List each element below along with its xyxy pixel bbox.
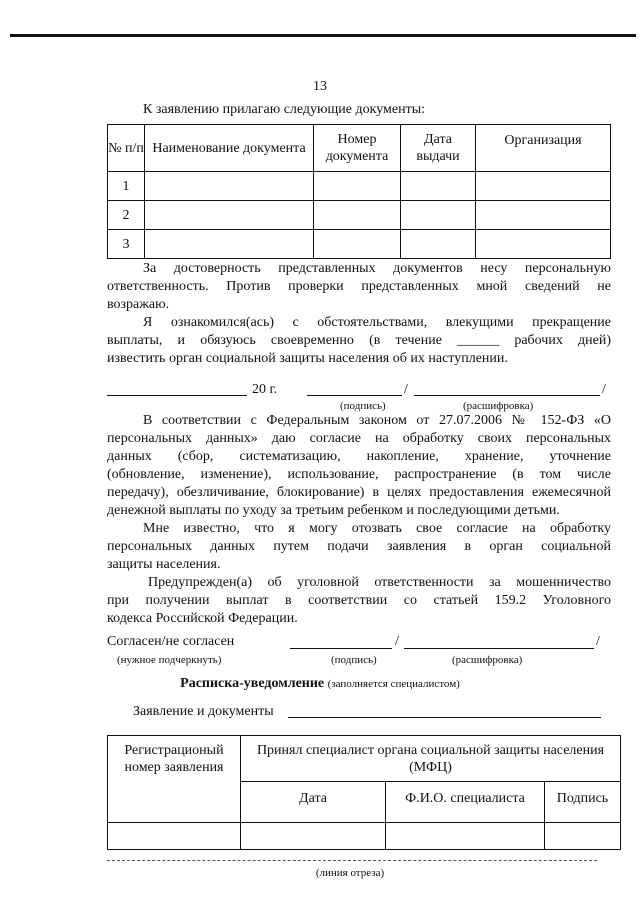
table-row: [108, 201, 611, 230]
row-number: 2: [108, 201, 145, 230]
doc-date-cell[interactable]: [401, 201, 476, 230]
consent-decoding-line[interactable]: [404, 648, 594, 649]
revoke-line-3: защиты населения.: [107, 557, 221, 572]
consent-line-5: передачу), обезличивание, блокирование) в целях предоставления ежемесячной: [107, 485, 611, 500]
date-line[interactable]: [107, 395, 247, 396]
col-num-header: № п/п: [108, 125, 145, 172]
warned-line-3: кодекса Российской Федерации.: [107, 611, 298, 626]
header-rule: [10, 34, 636, 37]
consent-signature-caption: (подпись): [331, 654, 377, 666]
doc-org-cell[interactable]: [476, 201, 611, 230]
consent-line-2: персональных данных» даю согласие на обработку своих персональных: [107, 431, 611, 446]
doc-date-cell[interactable]: [401, 172, 476, 201]
doc-date-cell[interactable]: [401, 230, 476, 259]
slash-separator: /: [404, 382, 408, 397]
docs-intro: К заявлению прилагаю следующие документы:: [143, 102, 426, 117]
slash-separator: /: [395, 634, 399, 649]
receipt-title-note: (заполняется специалистом): [327, 678, 460, 690]
doc-name-cell[interactable]: [145, 230, 314, 259]
reg-number-cell[interactable]: [108, 823, 241, 850]
doc-org-cell[interactable]: [476, 230, 611, 259]
fio-cell[interactable]: [386, 823, 545, 850]
table-row: [108, 823, 621, 850]
slash-separator: /: [596, 634, 600, 649]
slash-separator: /: [602, 382, 606, 397]
revoke-line-2: персональных данных путем подачи заявления в орган социальной: [107, 539, 611, 554]
consent-signature-line[interactable]: [290, 648, 392, 649]
consent-label: Согласен/не согласен: [107, 634, 235, 649]
receipt-heading: [0, 675, 640, 693]
signature-header: Подпись: [545, 782, 621, 823]
signature-line[interactable]: [307, 395, 402, 396]
revoke-line-1: Мне известно, что я могу отозвать свое согласие на обработку: [143, 521, 611, 536]
cut-line: [107, 860, 597, 861]
date-header: Дата: [241, 782, 386, 823]
notify-line-1: Я ознакомился(ась) с обстоятельствами, влекущими прекращение: [143, 315, 611, 330]
doc-name-cell[interactable]: [145, 201, 314, 230]
accepted-header: Принял специалист органа социальной защиты населения (МФЦ): [241, 736, 621, 782]
col-date-header: Дата выдачи: [401, 125, 476, 172]
signature-cell[interactable]: [545, 823, 621, 850]
doc-number-cell[interactable]: [314, 230, 401, 259]
year-label: 20 г.: [252, 382, 278, 397]
doc-number-cell[interactable]: [314, 201, 401, 230]
fio-header: Ф.И.О. специалиста: [386, 782, 545, 823]
cut-line-caption: (линия отреза): [315, 867, 385, 879]
receipt-docs-label: Заявление и документы: [133, 704, 274, 719]
notify-line-2: выплаты, и обязуюсь своевременно (в течение ______ рабочих дней): [107, 333, 611, 348]
col-name-header: Наименование документа: [145, 125, 314, 172]
warned-line-1: Предупрежден(а) об уголовной ответственности за мошенничество: [148, 575, 611, 590]
table-row: [108, 172, 611, 201]
consent-line-1: В соответствии с Федеральным законом от 27.07.2006 № 152-ФЗ «О: [143, 413, 611, 428]
consent-decoding-caption: (расшифровка): [452, 654, 523, 666]
documents-table: [107, 124, 611, 259]
reg-number-header: Регистрационый номер заявления: [108, 736, 241, 823]
decoding-caption: (расшифровка): [463, 400, 534, 412]
receipt-table: [107, 735, 621, 850]
col-org-header: Организация: [476, 125, 611, 172]
table-row: [108, 230, 611, 259]
doc-name-cell[interactable]: [145, 172, 314, 201]
warned-line-2: при получении выплат в соответствии со статьей 159.2 Уголовного: [107, 593, 611, 608]
row-number: 3: [108, 230, 145, 259]
responsibility-line-2: ответственность. Против проверки представленных мной сведений не: [107, 279, 611, 294]
col-number-header: Номер документа: [314, 125, 401, 172]
doc-org-cell[interactable]: [476, 172, 611, 201]
notify-line-3: известить орган социальной защиты населения об их наступлении.: [107, 351, 508, 366]
doc-number-cell[interactable]: [314, 172, 401, 201]
date-cell[interactable]: [241, 823, 386, 850]
consent-line-3: данных (сбор, систематизацию, накопление, хранение, уточнение: [107, 449, 611, 464]
decoding-line[interactable]: [414, 395, 600, 396]
responsibility-line-3: возражаю.: [107, 297, 170, 312]
signature-caption: (подпись): [340, 400, 386, 412]
row-number: 1: [108, 172, 145, 201]
receipt-title: Расписка-уведомление: [180, 676, 325, 691]
consent-line-4: (обновление, изменение), использование, распространение (в том числе: [107, 467, 611, 482]
receipt-docs-line[interactable]: [288, 717, 601, 718]
page-number: 13: [313, 79, 327, 94]
responsibility-line-1: За достоверность представленных документов несу персональную: [143, 261, 611, 276]
consent-line-6: денежной выплаты по уходу за третьим ребенком и последующими детьми.: [107, 503, 560, 518]
consent-hint: (нужное подчеркнуть): [117, 654, 222, 666]
